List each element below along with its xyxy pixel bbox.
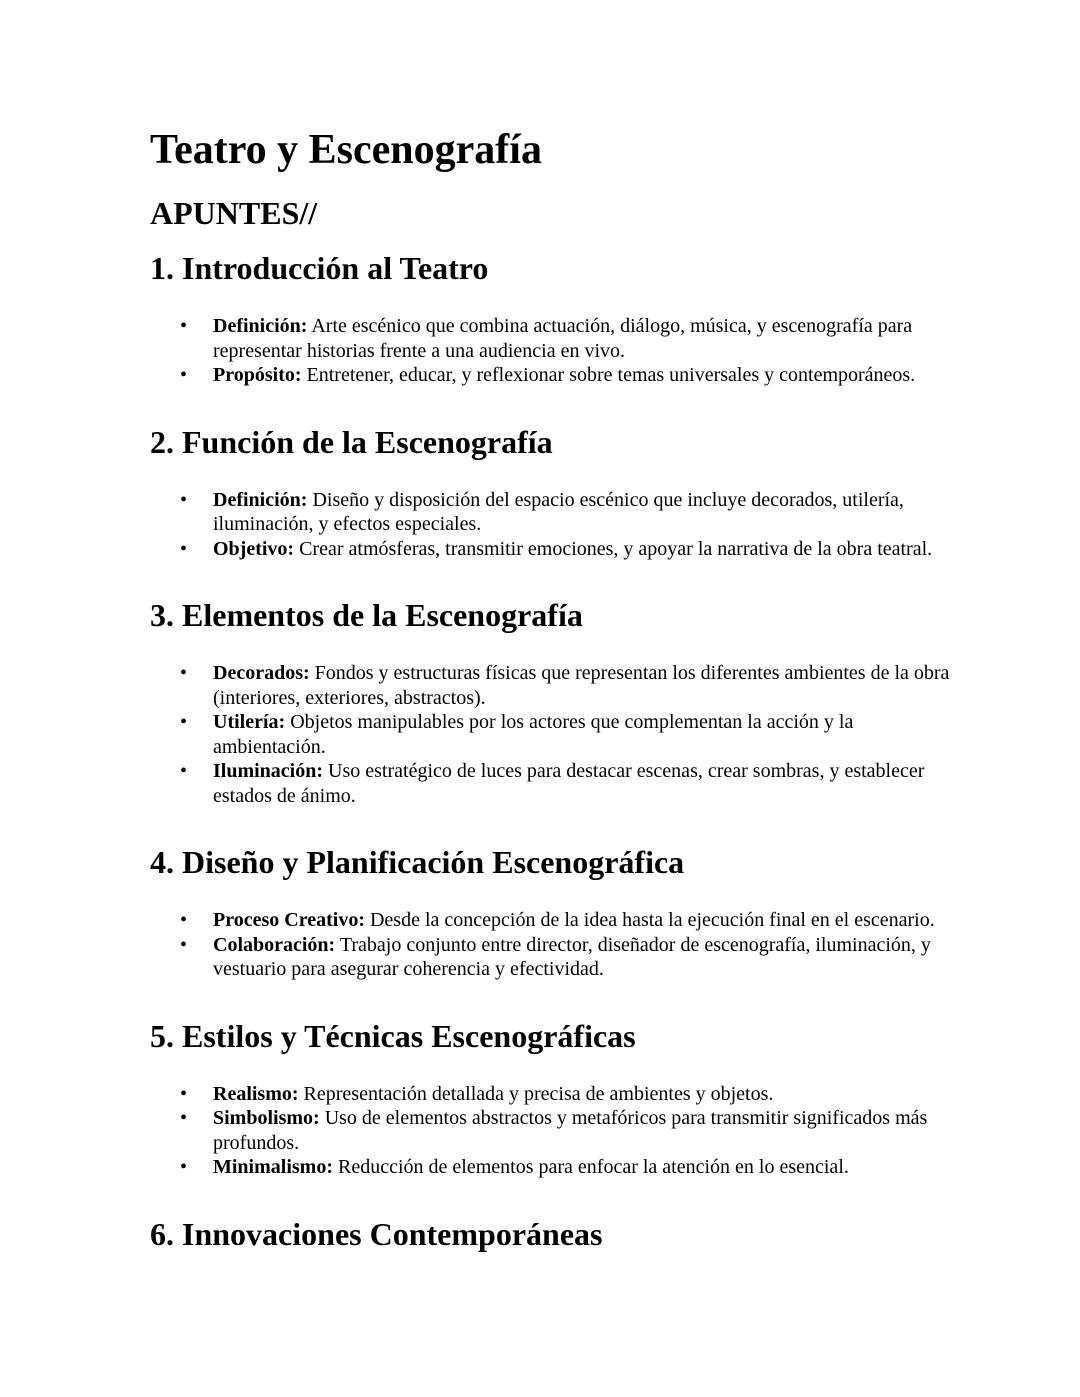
section-title: 1. Introducción al Teatro (150, 250, 489, 286)
item-term: Minimalismo: (213, 1156, 333, 1178)
list-item (213, 537, 950, 562)
section-title: 4. Diseño y Planificación Escenográfica (150, 844, 685, 880)
item-text: Arte escénico que combina actuación, diálogo, música, y escenografía para representar historias frente a una audiencia en vivo. (213, 315, 913, 362)
item-term: Colaboración: (213, 933, 336, 956)
item-term: Definición: (213, 315, 308, 337)
bullet-list (150, 661, 950, 808)
item-text: Trabajo conjunto entre director, diseñador de escenografía, iluminación, y vestuario para asegurar coherencia y efectividad. (213, 933, 931, 980)
section-innovaciones (150, 1204, 950, 1264)
list-item (213, 661, 950, 710)
item-text: Objetos manipulables por los actores que complementan la acción y la ambientación. (213, 711, 854, 758)
list-item (213, 759, 950, 808)
item-term: Propósito: (213, 364, 302, 386)
item-text: Crear atmósferas, transmitir emociones, y apoyar la narrativa de la obra teatral. (294, 537, 933, 560)
item-term: Simbolismo: (213, 1107, 320, 1129)
item-term: Realismo: (213, 1082, 299, 1105)
list-item (213, 488, 950, 537)
list-item (213, 314, 950, 363)
list-item (213, 1155, 950, 1180)
bullet-list (150, 1082, 950, 1180)
item-text: Reducción de elementos para enfocar la atención en lo esencial. (333, 1156, 849, 1178)
section-title: 5. Estilos y Técnicas Escenográficas (150, 1017, 636, 1054)
document-title: Teatro y Escenografía (150, 127, 542, 173)
item-term: Definición: (213, 488, 308, 511)
list-item (213, 1082, 950, 1107)
item-text: Entretener, educar, y reflexionar sobre temas universales y contemporáneos. (301, 364, 916, 386)
list-item (213, 363, 950, 388)
section-title: 3. Elementos de la Escenografía (150, 597, 583, 633)
bullet-list (150, 314, 950, 388)
list-item (213, 933, 950, 982)
item-text: Uso estratégico de luces para destacar escenas, crear sombras, y establecer estados de ánimo. (213, 760, 925, 807)
item-term: Proceso Creativo: (213, 909, 365, 931)
section-introduccion (150, 238, 950, 388)
list-item (213, 1106, 950, 1155)
section-funcion (150, 412, 950, 562)
list-item (213, 710, 950, 759)
document-subtitle: APUNTES// (150, 195, 318, 231)
item-term: Objetivo: (213, 537, 295, 560)
item-term: Utilería: (213, 711, 286, 733)
section-title: 6. Innovaciones Contemporáneas (150, 1215, 603, 1252)
section-title: 2. Función de la Escenografía (150, 423, 553, 460)
document-page (150, 120, 950, 1264)
bullet-list (150, 908, 950, 982)
item-term: Iluminación: (213, 760, 324, 782)
item-text: Uso de elementos abstractos y metafóricos para transmitir significados más profundos. (213, 1107, 928, 1154)
item-text: Fondos y estructuras físicas que representan los diferentes ambientes de la obra (interiores, exteriores, abstractos). (213, 662, 950, 709)
section-diseno (150, 832, 950, 982)
item-text: Desde la concepción de la idea hasta la ejecución final en el escenario. (364, 909, 935, 931)
item-text: Diseño y disposición del espacio escénico que incluye decorados, utilería, iluminación, y efectos especiales. (213, 488, 904, 535)
list-item (213, 908, 950, 933)
item-term: Decorados: (213, 662, 310, 684)
bullet-list (150, 488, 950, 562)
section-estilos (150, 1006, 950, 1180)
item-text: Representación detallada y precisa de ambientes y objetos. (298, 1082, 774, 1105)
section-elementos (150, 585, 950, 808)
